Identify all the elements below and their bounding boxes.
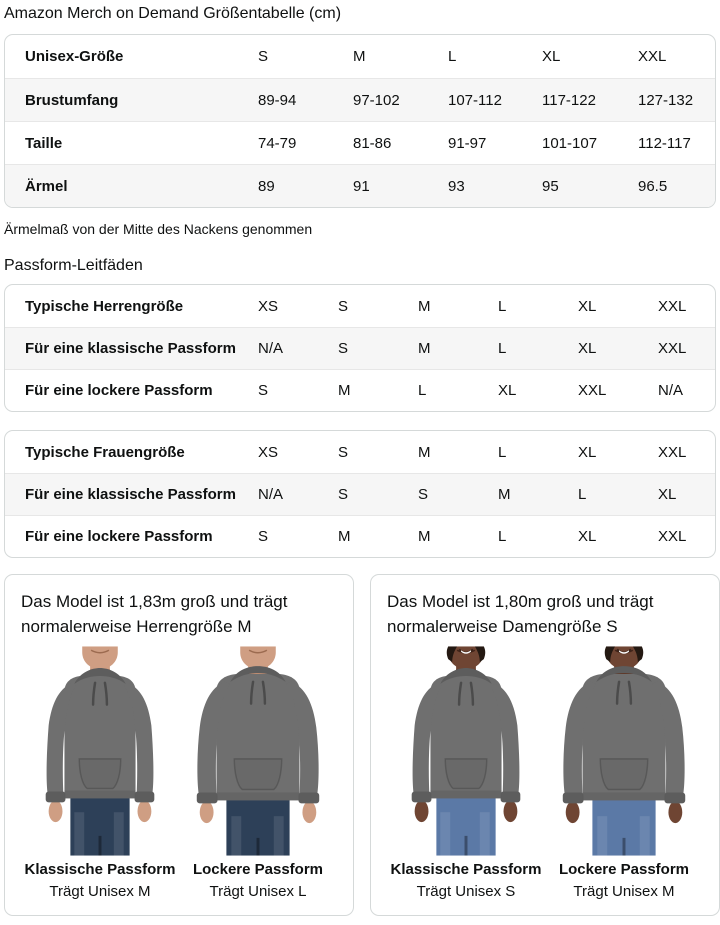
- cell-value: 97-102: [353, 91, 400, 109]
- fit-label: Klassische Passform: [24, 861, 176, 878]
- cell-value: M: [338, 528, 351, 545]
- female-classic-fit-hoodie-photo: [387, 645, 545, 857]
- row-label: Brustumfang: [25, 91, 119, 109]
- cell-value: S: [258, 528, 269, 545]
- cell-value: S: [338, 340, 349, 357]
- table-row: [5, 473, 715, 515]
- table-row: [5, 515, 715, 557]
- column-header: L: [448, 48, 457, 65]
- cell-value: M: [418, 340, 431, 357]
- cell-value: XXL: [658, 528, 687, 545]
- sleeve-measurement-note: Ärmelmaß von der Mitte des Nackens genommen: [4, 221, 313, 237]
- worn-size-label: Trägt Unisex M: [49, 883, 151, 900]
- column-header: L: [498, 297, 507, 315]
- cell-value: 91-97: [448, 134, 487, 152]
- cell-value: S: [258, 382, 269, 399]
- unisex-size-table: [4, 34, 716, 208]
- fit-label: Lockere Passform: [558, 861, 690, 878]
- cell-value: 127-132: [638, 91, 694, 109]
- model-description: Das Model ist 1,80m groß und trägt normalerweise Damengröße S: [387, 592, 654, 636]
- table-row: [5, 369, 715, 411]
- cell-value: XXL: [578, 382, 607, 399]
- fit-guides-section-title: Passform-Leitfäden: [4, 257, 143, 274]
- column-header: S: [338, 297, 349, 315]
- table-header-row: [5, 431, 715, 473]
- cell-value: 89-94: [258, 91, 297, 109]
- table-header-label: Typische Frauengröße: [25, 443, 185, 461]
- worn-size-label: Trägt Unisex M: [573, 883, 675, 900]
- model-figure: [545, 645, 703, 903]
- male-model-card: [4, 574, 354, 916]
- cell-value: 101-107: [542, 134, 598, 152]
- female-loose-fit-hoodie-photo: [545, 645, 703, 857]
- model-cards: [4, 574, 716, 916]
- cell-value: 96.5: [638, 177, 668, 195]
- fit-label: Klassische Passform: [390, 861, 542, 878]
- column-header: L: [498, 443, 507, 461]
- row-label: Für eine klassische Passform: [25, 340, 236, 357]
- figures-row: [21, 645, 337, 903]
- male-loose-fit-hoodie-photo: [179, 645, 337, 857]
- column-header: M: [353, 48, 366, 65]
- model-figure: [21, 645, 179, 903]
- model-figure: [387, 645, 545, 903]
- cell-value: 95: [542, 177, 559, 195]
- table-header-label: Typische Herrengröße: [25, 297, 184, 315]
- page-title: Amazon Merch on Demand Größentabelle (cm): [4, 5, 342, 22]
- table-row: [5, 164, 715, 207]
- cell-value: XXL: [658, 340, 687, 357]
- worn-size-label: Trägt Unisex S: [416, 883, 516, 900]
- column-header: XL: [578, 443, 597, 461]
- fit-label: Lockere Passform: [192, 861, 324, 878]
- cell-value: 89: [258, 177, 275, 195]
- cell-value: XL: [498, 382, 517, 399]
- cell-value: XL: [578, 528, 597, 545]
- cell-value: 107-112: [448, 91, 502, 109]
- column-header: S: [258, 48, 269, 65]
- row-label: Taille: [25, 134, 63, 152]
- cell-value: L: [498, 528, 507, 545]
- column-header: M: [418, 443, 431, 461]
- column-header: S: [338, 443, 349, 461]
- column-header: XXL: [638, 48, 667, 65]
- womens-fit-table: [4, 430, 716, 558]
- cell-value: N/A: [258, 486, 284, 503]
- table-header-row: [5, 285, 715, 327]
- cell-value: 81-86: [353, 134, 392, 152]
- table-header-row: [5, 35, 715, 78]
- cell-value: 117-122: [542, 91, 596, 109]
- row-label: Ärmel: [25, 177, 68, 195]
- cell-value: M: [418, 528, 431, 545]
- cell-value: S: [418, 486, 429, 503]
- cell-value: M: [498, 486, 511, 503]
- cell-value: XL: [658, 486, 677, 503]
- figures-row: [387, 645, 703, 903]
- column-header: XS: [258, 443, 279, 461]
- model-description: Das Model ist 1,83m groß und trägt normalerweise Herrengröße M: [21, 592, 288, 636]
- cell-value: 74-79: [258, 134, 297, 152]
- model-figure: [179, 645, 337, 903]
- cell-value: 112-117: [638, 134, 691, 152]
- cell-value: L: [498, 340, 507, 357]
- cell-value: L: [418, 382, 427, 399]
- cell-value: XL: [578, 340, 597, 357]
- cell-value: L: [578, 486, 587, 503]
- male-classic-fit-hoodie-photo: [21, 645, 179, 857]
- column-header: XL: [578, 297, 597, 315]
- column-header: XL: [542, 48, 561, 65]
- column-header: M: [418, 297, 431, 315]
- table-row: [5, 327, 715, 369]
- row-label: Für eine lockere Passform: [25, 528, 213, 545]
- cell-value: 93: [448, 177, 465, 195]
- cell-value: S: [338, 486, 349, 503]
- row-label: Für eine klassische Passform: [25, 486, 236, 503]
- row-label: Für eine lockere Passform: [25, 382, 213, 399]
- cell-value: N/A: [658, 382, 684, 399]
- mens-fit-table: [4, 284, 716, 412]
- table-header-label: Unisex-Größe: [25, 48, 124, 65]
- column-header: XS: [258, 297, 279, 315]
- table-row: [5, 121, 715, 164]
- worn-size-label: Trägt Unisex L: [209, 883, 307, 900]
- female-model-card: [370, 574, 720, 916]
- cell-value: M: [338, 382, 351, 399]
- column-header: XXL: [658, 297, 687, 315]
- cell-value: N/A: [258, 340, 284, 357]
- table-row: [5, 78, 715, 121]
- cell-value: 91: [353, 177, 370, 195]
- column-header: XXL: [658, 443, 687, 461]
